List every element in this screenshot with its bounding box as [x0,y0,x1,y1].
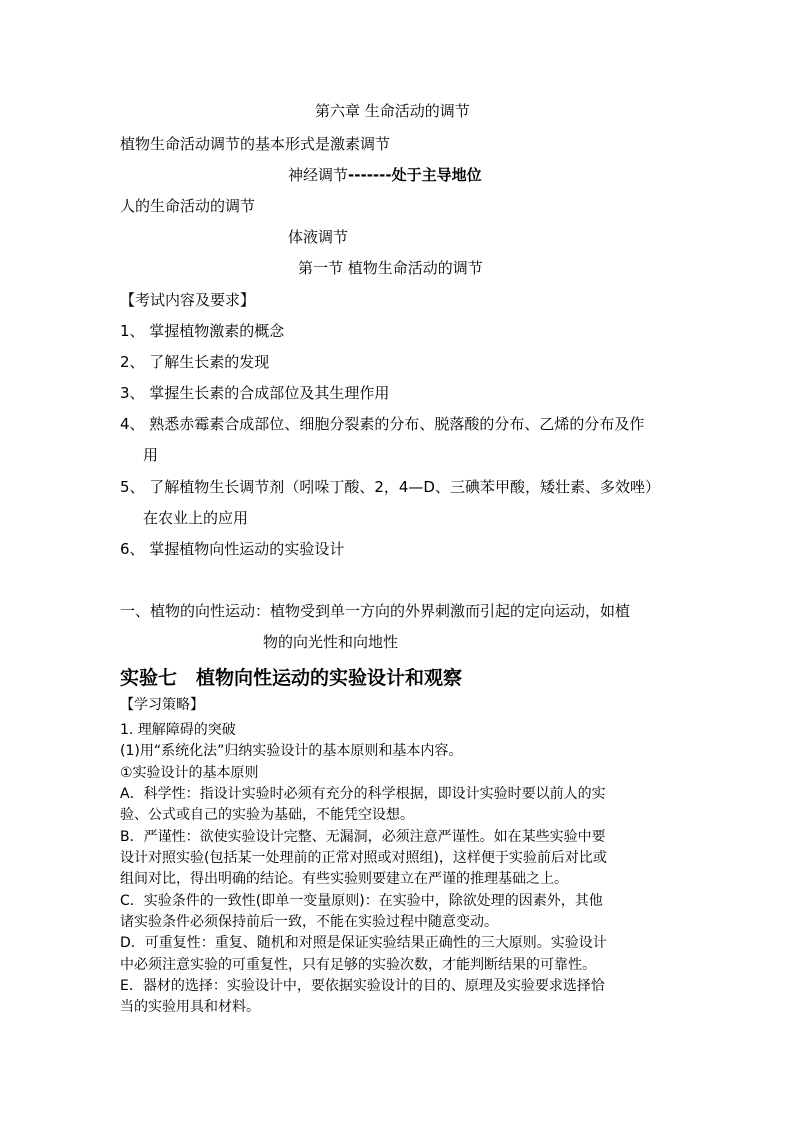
requirement-item: 6、 掌握植物向性运动的实验设计 [120,540,345,558]
neural-regulation-line [288,165,482,185]
requirement-item: 5、 了解植物生长调节剂（吲哚丁酸、2，4—D、三碘苯甲酸，矮壮素、多效唑） [120,478,660,496]
body-line: B．严谨性：欲使实验设计完整、无漏洞，必须注意严谨性。如在某些实验中要 [120,829,606,845]
human-regulation: 人的生命活动的调节 [120,197,256,215]
body-line: 验、公式或自己的实验为基础，不能凭空设想。 [120,807,414,823]
body-line: ①实验设计的基本原则 [120,765,259,781]
neural-regulation-label: 神经调节 [288,166,349,184]
chapter-title: 第六章 生命活动的调节 [315,102,470,120]
body-line: E．器材的选择：实验设计中，要依据实验设计的目的、原理及实验要求选择恰 [120,978,605,994]
requirement-item: 3、 掌握生长素的合成部位及其生理作用 [120,384,390,402]
body-line: 中必须注意实验的可重复性，只有足够的实验次数，才能判断结果的可靠性。 [120,957,596,973]
requirement-item: 4、 熟悉赤霉素合成部位、细胞分裂素的分布、脱落酸的分布、乙烯的分布及作 [120,415,645,433]
requirement-item: 1、 掌握植物激素的概念 [120,322,285,340]
tropism-definition: 一、植物的向性运动：植物受到单一方向的外界刺激而引起的定向运动，如植 [120,602,631,620]
body-line: D．可重复性：重复、随机和对照是保证实验结果正确性的三大原则。实验设计 [120,935,607,951]
requirements-title: 【考试内容及要求】 [120,291,256,309]
plant-basic-form: 植物生命活动调节的基本形式是激素调节 [120,135,391,153]
body-line: 当的实验用具和材料。 [120,999,260,1015]
humoral-regulation: 体液调节 [288,228,349,246]
neural-dominant-text: 处于主导地位 [391,166,482,184]
section-title: 第一节 植物生命活动的调节 [298,259,483,277]
body-line: C．实验条件的一致性(即单一变量原则)：在实验中，除欲处理的因素外，其他 [120,893,603,909]
body-line: 设计对照实验(包括某一处理前的正常对照或对照组)，这样便于实验前后对比或 [120,850,607,866]
requirement-item-continuation: 用 [143,446,159,464]
experiment-title: 实验七 植物向性运动的实验设计和观察 [120,667,463,689]
body-line: A．科学性：指设计实验时必须有充分的科学根据，即设计实验时要以前人的实 [120,786,606,802]
tropism-definition-continuation: 物的向光性和向地性 [263,633,399,651]
strategy-title: 【学习策略】 [120,697,204,713]
requirement-item: 2、 了解生长素的发现 [120,353,270,371]
body-line: 诸实验条件必须保持前后一致，不能在实验过程中随意变动。 [120,914,498,930]
neural-dashes: ------- [348,166,392,184]
body-line: (1)用“系统化法”归纳实验设计的基本原则和基本内容。 [120,743,463,759]
body-line: 组间对比，得出明确的结论。有些实验则要建立在严谨的推理基础之上。 [120,871,568,887]
requirement-item-continuation: 在农业上的应用 [143,509,249,527]
body-line: 1. 理解障碍的突破 [120,722,236,738]
